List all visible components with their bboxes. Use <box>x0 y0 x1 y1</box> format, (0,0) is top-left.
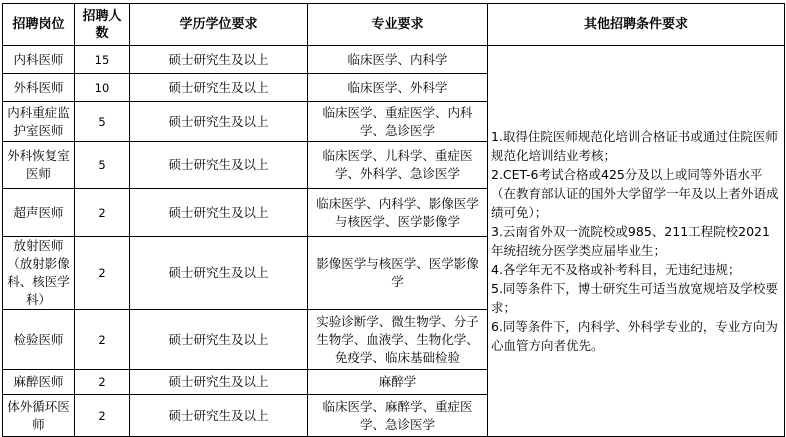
position-cell: 麻醉医师 <box>3 370 75 395</box>
position-cell: 放射医师（放射影像科、核医学科） <box>3 237 75 310</box>
count-cell: 2 <box>75 395 130 437</box>
condition-item: 6.同等条件下，内科学、外科学专业的，专业方向为心血管方向者优先。 <box>491 319 778 353</box>
degree-cell: 硕士研究生及以上 <box>130 102 308 142</box>
major-cell: 临床医学、内科学、影像医学与核医学、医学影像学 <box>308 189 488 237</box>
degree-cell: 硕士研究生及以上 <box>130 310 308 370</box>
position-cell: 超声医师 <box>3 189 75 237</box>
position-cell: 内科重症监护室医师 <box>3 102 75 142</box>
count-cell: 5 <box>75 142 130 189</box>
count-cell: 5 <box>75 102 130 142</box>
major-cell: 临床医学、重症医学、内科学、急诊医学 <box>308 102 488 142</box>
count-cell: 10 <box>75 74 130 102</box>
position-cell: 体外循环医师 <box>3 395 75 437</box>
condition-item: 5.同等条件下，博士研究生可适当放宽规培及学校要求； <box>491 281 778 315</box>
position-cell: 外科恢复室医师 <box>3 142 75 189</box>
major-cell: 临床医学、外科学 <box>308 74 488 102</box>
degree-cell: 硕士研究生及以上 <box>130 46 308 74</box>
condition-item: 2.CET-6考试合格或425分及以上或同等外语水平（在教育部认证的国外大学留学一年及以上者外语成绩可免）； <box>491 167 779 220</box>
position-cell: 内科医师 <box>3 46 75 74</box>
count-cell: 2 <box>75 310 130 370</box>
degree-cell: 硕士研究生及以上 <box>130 237 308 310</box>
header-other: 其他招聘条件要求 <box>488 4 785 46</box>
degree-cell: 硕士研究生及以上 <box>130 142 308 189</box>
count-cell: 2 <box>75 189 130 237</box>
major-cell: 临床医学、内科学 <box>308 46 488 74</box>
major-cell: 影像医学与核医学、医学影像学 <box>308 237 488 310</box>
condition-item: 1.取得住院医师规范化培训合格证书或通过住院医师规范化培训结业考核； <box>491 129 778 163</box>
other-conditions-cell <box>488 46 785 437</box>
degree-cell: 硕士研究生及以上 <box>130 189 308 237</box>
position-cell: 外科医师 <box>3 74 75 102</box>
degree-cell: 硕士研究生及以上 <box>130 395 308 437</box>
header-row <box>3 4 785 46</box>
count-cell: 2 <box>75 237 130 310</box>
major-cell: 临床医学、儿科学、重症医学、外科学、急诊医学 <box>308 142 488 189</box>
count-cell: 2 <box>75 370 130 395</box>
degree-cell: 硕士研究生及以上 <box>130 74 308 102</box>
header-position: 招聘岗位 <box>3 4 75 46</box>
condition-item: 3.云南省外双一流院校或985、211工程院校2021年统招统分医学类应届毕业生； <box>491 224 770 258</box>
position-cell: 检验医师 <box>3 310 75 370</box>
major-cell: 麻醉学 <box>308 370 488 395</box>
table-row <box>3 46 785 74</box>
condition-item: 4.各学年无不及格或补考科目，无违纪违规； <box>491 262 741 277</box>
header-degree: 学历学位要求 <box>130 4 308 46</box>
major-cell: 临床医学、麻醉学、重症医学、急诊医学 <box>308 395 488 437</box>
major-cell: 实验诊断学、微生物学、分子生物学、血液学、生物化学、免疫学、临床基础检验 <box>308 310 488 370</box>
degree-cell: 硕士研究生及以上 <box>130 370 308 395</box>
header-major: 专业要求 <box>308 4 488 46</box>
header-count: 招聘人数 <box>75 4 130 46</box>
count-cell: 15 <box>75 46 130 74</box>
recruitment-table <box>2 3 785 437</box>
